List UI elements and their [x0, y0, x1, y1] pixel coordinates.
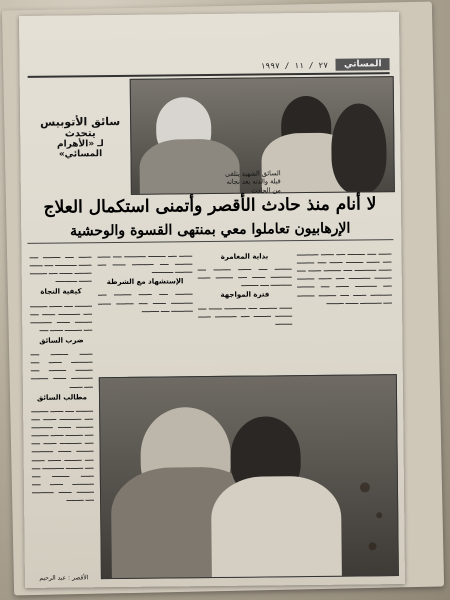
kicker-line-1: سائق الأتوبيس [40, 114, 121, 129]
subhead: ضرب السائق [39, 336, 84, 345]
ink-stain [376, 512, 382, 518]
main-headline: لا أنام منذ حادث الأقصر وأتمنى استكمال العلاج [43, 194, 377, 218]
left-text-column: ▁▁▁ ▁▁ ▁▁▁▁ ▁▁ ▁▁▁ ▁▁▁▁▁ ▁▁ ▁▁▁ ▁▁▁▁ ▁▁▁ ▁▁ ▁▁▁▁ ▁▁▁ ▁▁▁▁▁ كيفية النجاة ▁▁▁▁ ▁▁ ▁▁▁ ▁▁▁▁ ▁▁ ▁▁▁▁▁ ▁▁▁ ▁▁ ▁▁▁▁ ▁▁▁ ▁▁▁▁▁ ▁▁ ▁▁▁▁ ▁▁▁ ▁▁ ضرب السائق ▁▁▁ ▁▁▁▁ ▁▁ ▁▁▁▁▁ ▁▁▁ ▁▁ ▁▁▁▁ ▁▁▁▁ ▁▁ ▁▁▁▁▁ ▁▁▁ ▁▁▁▁ ▁▁ ▁▁▁ مطالب السائق ▁▁▁▁ ▁▁ ▁▁▁ ▁▁▁▁ ▁▁ ▁▁▁▁▁ ▁▁▁ ▁▁ ▁▁▁▁ ▁▁▁ ▁▁▁▁▁ ▁▁ ▁▁▁▁ ▁▁▁ ▁▁▁▁ ▁▁ ▁▁▁▁▁ ▁▁▁ ▁▁ ▁▁▁▁ ▁▁▁ ▁▁▁▁▁ ▁▁ ▁▁▁▁ ▁▁▁ ▁▁▁ ▁▁ ▁▁▁▁ ▁▁▁▁▁ ▁▁ ▁▁▁ ▁▁▁▁ ▁▁ ▁▁▁▁▁ ▁▁▁ ▁▁ ▁▁▁▁ ▁▁▁ ▁▁▁▁▁ ▁▁ ▁▁▁▁ [29, 252, 95, 502]
ink-stain [360, 482, 370, 492]
sub-headline: الإرهابيون تعاملوا معي بمنتهى القسوة والوحشية [27, 220, 393, 244]
issue-date: ٢٧ / ١١ / ١٩٩٧ [260, 60, 329, 70]
page-header [27, 56, 389, 78]
article-columns [97, 248, 392, 391]
ink-stain [369, 542, 377, 550]
text-column-3: ▁▁▁ ▁▁ ▁▁▁▁ ▁▁▁▁▁ ▁▁ ▁▁▁ ▁▁▁▁ ▁▁ ▁▁▁▁▁ ▁▁▁ ▁▁ ▁▁▁▁ ▁▁▁▁▁ الإستشهاد مع الشرطة ▁▁▁▁ ▁▁ ▁▁▁ ▁▁▁▁ ▁▁ ▁▁▁▁▁ ▁▁▁ ▁▁ ▁▁▁▁ ▁▁▁ ▁▁▁▁▁ ▁▁ ▁▁▁▁ [97, 251, 193, 313]
article-kicker [40, 115, 120, 160]
top-photo-caption: السائق الشهيد يتلقى قبلة والدته بعد نجاته من الحادث [225, 169, 281, 195]
kicker-line-3: لـ «الأهرام المسائي» [56, 139, 104, 160]
text-column-1: ▁▁▁ ▁▁ ▁▁▁▁ ▁▁ ▁▁▁ ▁▁▁▁▁ ▁▁ ▁▁▁ ▁▁▁▁ ▁▁▁ ▁▁ ▁▁▁▁ ▁▁▁ ▁▁▁▁▁ ▁▁ ▁▁▁▁ ▁▁▁ ▁▁ ▁▁▁▁ ▁▁▁▁▁ ▁▁ ▁▁▁ ▁▁▁▁ ▁▁ ▁▁▁▁▁ ▁▁▁ ▁▁ ▁▁▁▁ ▁▁▁▁▁ ▁▁▁ ▁▁ ▁▁▁▁ ▁▁▁▁ ▁▁ ▁▁▁▁▁ ▁▁▁ ▁▁▁▁ [296, 249, 393, 305]
subhead: الإستشهاد مع الشرطة [106, 277, 184, 287]
newspaper-page [19, 12, 405, 588]
bottom-photo [99, 374, 399, 579]
article-byline: الأقصر : عبد الرحيم [39, 574, 89, 582]
subhead: كيفية النجاة [40, 287, 82, 297]
section-label: المساتي [336, 58, 390, 71]
kicker-line-2: يتحدث [64, 128, 96, 140]
subhead: مطالب السائق [36, 393, 88, 402]
photo-figure-man-sweater [211, 476, 342, 580]
photo-figure-woman [331, 103, 387, 194]
subhead: بداية المغامرة [220, 252, 269, 261]
text-column-2: بداية المغامرة ▁▁▁▁ ▁▁ ▁▁▁ ▁▁▁▁ ▁▁ ▁▁▁▁▁ ▁▁▁ ▁▁ ▁▁▁▁ ▁▁▁ ▁▁▁▁▁ ▁▁ ▁▁▁▁ فترة المواجهة ▁▁▁ ▁▁▁▁ ▁▁ ▁▁▁▁▁ ▁▁▁ ▁▁ ▁▁▁▁ ▁▁▁▁ ▁▁ ▁▁▁▁▁ ▁▁▁ ▁▁▁▁ [197, 252, 293, 326]
subhead: فترة المواجهة [220, 290, 270, 300]
